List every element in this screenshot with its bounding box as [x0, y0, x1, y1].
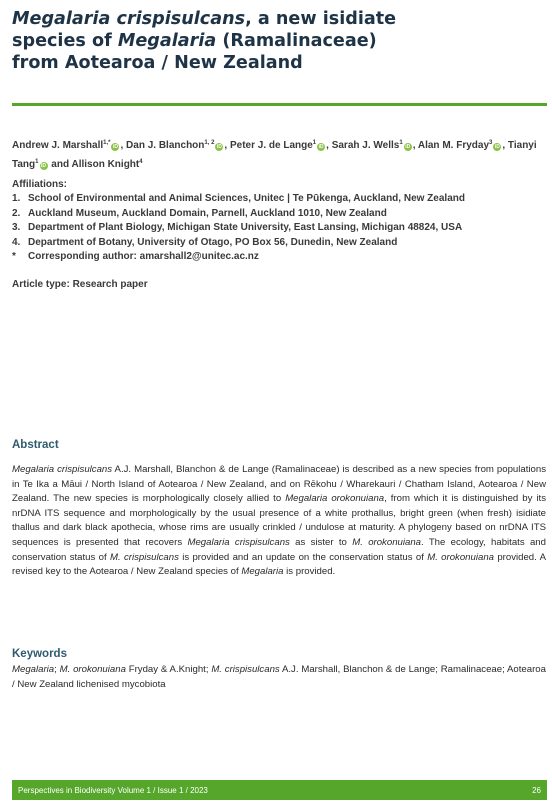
title-text: , a new isidiate species of — [12, 9, 397, 51]
keywords-body: Megalaria; M. orokonuiana Fryday & A.Knight; M. crispisulcans A.J. Marshall, Blanchon & de Lange; Ramalinaceae; Aotearoa / New Zealand lichenised mycobiota — [12, 664, 546, 690]
orcid-icon[interactable]: iD — [405, 144, 411, 150]
author[interactable]: Andrew J. Marshall$^{1,*}$iD — [12, 140, 118, 151]
title-divider — [12, 103, 547, 106]
abstract-body: Megalaria crispisulcans A.J. Marshall, Blanchon & de Lange (Ramalinaceae) is described as a new species from populations in Te Ika a Māui / North Island of Aotearoa / New Zealand, and on Rēkohu / Wharekauri / Chatham Island, Aotearoa / New Zealand. The new species is morphologically closely allied to Megalaria orokonuiana, from which it is distinguished by its nrDNA ITS sequence and morphologically by the usual presence of a white prothallus, bright green (when fresh) isidiate thallus and dark black apothecia, whose rims are usually crinkled / undulose at maturity. A phylogeny based on nrDNA ITS sequences is presented that recovers Megalaria crispisulcans as sister to M. orokonuiana. The ecology, habitats and conservation status of M. crispisulcans is provided and an update on the conservation status of M. orokonuiana provided. A revised key to the Aotearoa / New Zealand species of Megalaria is provided. — [12, 464, 547, 578]
orcid-icon[interactable]: iD — [112, 144, 118, 150]
author[interactable]: Tianyi Tang$^1$iD — [12, 140, 537, 170]
journal-info: Perspectives in Biodiversity Volume 1 / Issue 1 / 2023 — [18, 785, 208, 795]
title-genus: Megalaria — [117, 31, 217, 51]
affiliations — [12, 178, 547, 264]
author[interactable]: Peter J. de Lange$^1$iD — [229, 140, 324, 151]
author[interactable]: Dan J. Blanchon$^{1, 2}$iD — [126, 140, 222, 151]
corresponding-author[interactable]: * Corresponding author: amarshall2@unitec.ac.nz — [12, 251, 259, 263]
orcid-icon[interactable]: iD — [318, 144, 324, 150]
article-type: Article type: Research paper — [12, 279, 148, 290]
page-footer — [12, 780, 547, 800]
page-number: 26 — [532, 785, 541, 795]
orcid-icon[interactable]: iD — [216, 144, 222, 150]
author[interactable]: Alan M. Fryday$^3$iD — [417, 140, 500, 151]
orcid-icon[interactable]: iD — [494, 144, 500, 150]
affiliation-item: 4. Department of Botany, University of Otago, PO Box 56, Dunedin, New Zealand — [12, 236, 398, 248]
title-text-end: (Ramalinaceae) from Aotearoa / New Zealand — [12, 31, 377, 73]
abstract-heading: Abstract — [12, 439, 59, 451]
affiliations-heading: Affiliations: — [12, 179, 67, 190]
title-species: Megalaria crispisulcans — [12, 9, 246, 29]
affiliation-item: 2. Auckland Museum, Auckland Domain, Parnell, Auckland 1010, New Zealand — [12, 207, 387, 219]
author-list: Andrew J. Marshall$^{1,*}$iD , Dan J. Blanchon$^{1, 2}$iD , Peter J. de Lange$^1$iD , Sarah J. Wells$^1$iD , Alan M. Fryday$^3$iD , Tianyi Tang$^1$iD and Allison Knight$^4$ — [12, 140, 537, 170]
author[interactable]: Allison Knight$^4$ — [71, 159, 143, 170]
paper-title — [12, 8, 412, 74]
keywords-heading: Keywords — [12, 648, 67, 660]
author[interactable]: Sarah J. Wells$^1$iD — [331, 140, 411, 151]
orcid-icon[interactable]: iD — [41, 163, 46, 169]
affiliation-item: 1. School of Environmental and Animal Sciences, Unitec | Te Pūkenga, Auckland, New Zealand — [12, 193, 465, 205]
affiliation-item: 3. Department of Plant Biology, Michigan State University, East Lansing, Michigan 48824, USA — [12, 222, 463, 234]
